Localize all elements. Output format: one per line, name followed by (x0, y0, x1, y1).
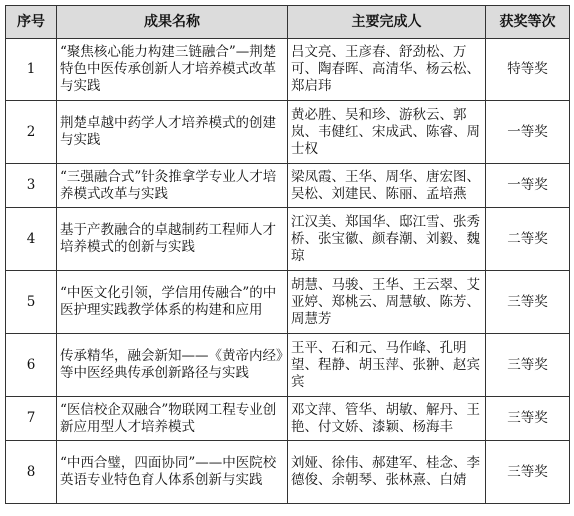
achievement-name: “三强融合式”针灸推拿学专业人才培养模式改革与实践 (57, 164, 288, 208)
award-level: 一等奖 (486, 101, 570, 164)
completers: 黄必胜、吴和珍、游秋云、郭岚、韦健红、宋成武、陈睿、周士权 (288, 101, 486, 164)
row-index: 2 (6, 101, 57, 164)
achievement-name: “医信校企双融合”物联网工程专业创新应用型人才培养模式 (57, 397, 288, 441)
completers: 吕文亮、王彦春、舒劲松、万可、陶春晖、高清华、杨云松、郑启玮 (288, 39, 486, 101)
header-row (6, 6, 570, 39)
row-index: 6 (6, 334, 57, 397)
table-row (6, 101, 570, 164)
header-people: 主要完成人 (288, 6, 486, 39)
row-index: 1 (6, 39, 57, 101)
table-row (6, 208, 570, 271)
award-level: 特等奖 (486, 39, 570, 101)
achievement-name: “中医文化引领，学信用传融合”的中医护理实践教学体系的构建和应用 (57, 271, 288, 334)
award-level: 二等奖 (486, 208, 570, 271)
achievement-name: “中西合璧，四面协同”——中医院校英语专业特色育人体系创新与实践 (57, 441, 288, 504)
header-name: 成果名称 (57, 6, 288, 39)
header-level: 获奖等次 (486, 6, 570, 39)
award-level: 一等奖 (486, 164, 570, 208)
completers: 江汉美、郑国华、邸江雪、张秀桥、张宝徽、颜春潮、刘毅、魏琼 (288, 208, 486, 271)
table-row (6, 39, 570, 101)
award-level: 三等奖 (486, 271, 570, 334)
award-level: 三等奖 (486, 397, 570, 441)
achievement-name: “聚焦核心能力构建三链融合”—荆楚特色中医传承创新人才培养模式改革与实践 (57, 39, 288, 101)
award-level: 三等奖 (486, 441, 570, 504)
achievement-name: 基于产教融合的卓越制药工程师人才培养模式的创新与实践 (57, 208, 288, 271)
award-table (5, 5, 570, 504)
row-index: 7 (6, 397, 57, 441)
completers: 胡慧、马骏、王华、王云翠、艾亚婷、郑桃云、周慧敏、陈芳、周慧芳 (288, 271, 486, 334)
row-index: 3 (6, 164, 57, 208)
table-row (6, 271, 570, 334)
header-index: 序号 (6, 6, 57, 39)
table-row (6, 397, 570, 441)
completers: 王平、石和元、马作峰、孔明望、程静、胡玉萍、张翀、赵宾宾 (288, 334, 486, 397)
completers: 梁凤霞、王华、周华、唐宏图、吴松、刘建民、陈丽、孟培燕 (288, 164, 486, 208)
table-row (6, 164, 570, 208)
table-row (6, 334, 570, 397)
award-level: 三等奖 (486, 334, 570, 397)
achievement-name: 传承精华，融会新知——《黄帝内经》等中医经典传承创新路径与实践 (57, 334, 288, 397)
completers: 邓文萍、管华、胡敏、解丹、王艳、付文娇、漆颖、杨海丰 (288, 397, 486, 441)
row-index: 5 (6, 271, 57, 334)
row-index: 4 (6, 208, 57, 271)
table-row (6, 441, 570, 504)
completers: 刘娅、徐伟、郝建军、桂念、李德俊、余朝琴、张林熹、白婧 (288, 441, 486, 504)
achievement-name: 荆楚卓越中药学人才培养模式的创建与实践 (57, 101, 288, 164)
row-index: 8 (6, 441, 57, 504)
